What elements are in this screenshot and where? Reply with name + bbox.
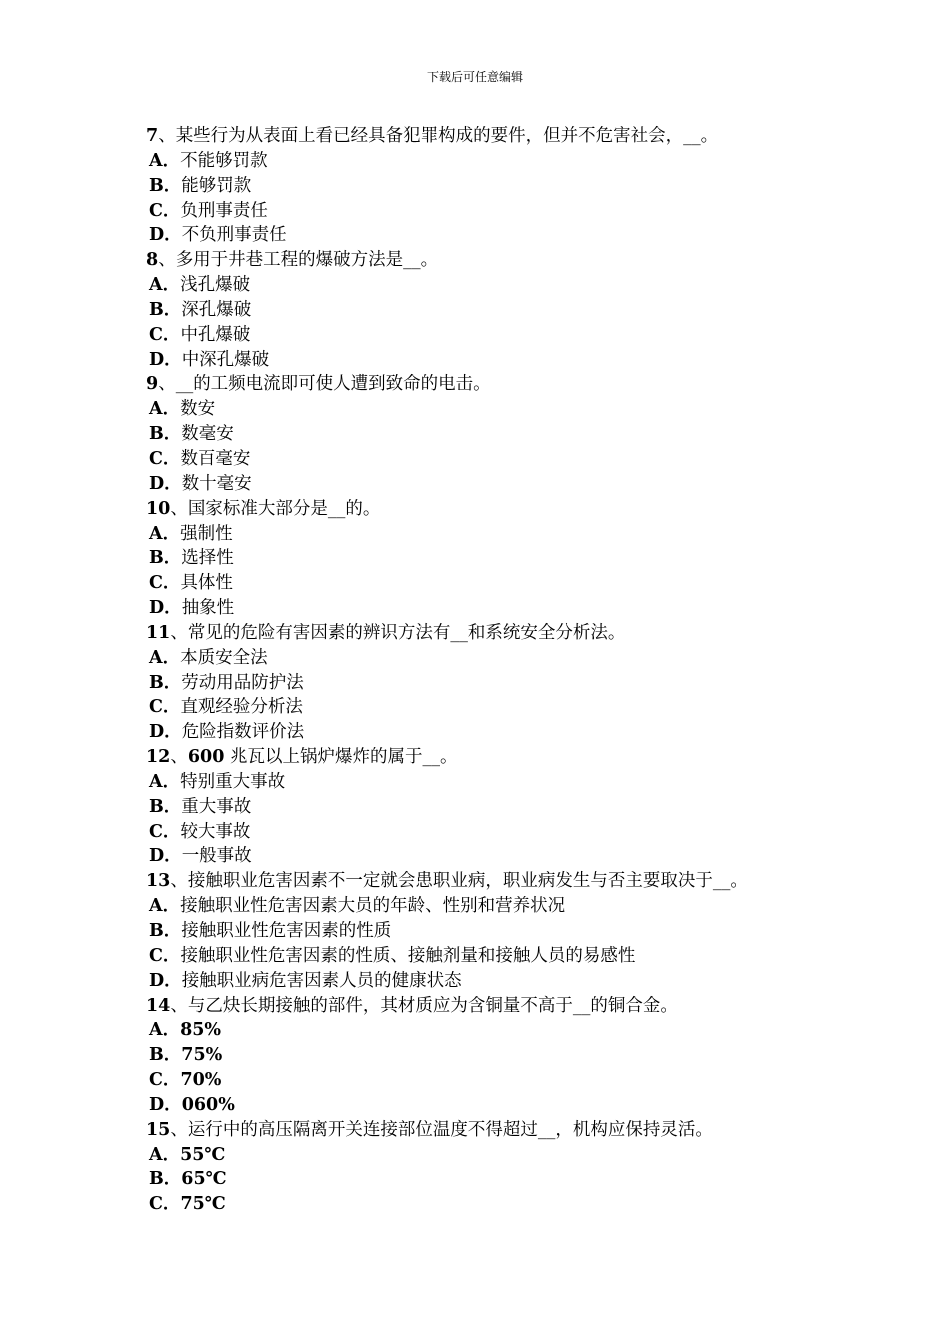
option-text: 重大事故: [181, 796, 252, 817]
option-letter: A．: [149, 399, 181, 420]
question-stem: [146, 124, 846, 149]
question-number: 13: [146, 871, 171, 892]
option-text: 数百毫安: [180, 448, 251, 469]
option-letter: B．: [149, 796, 182, 817]
option-text: 75℃: [180, 1194, 226, 1215]
option-letter: D．: [149, 349, 182, 370]
answer-option: [146, 348, 846, 373]
answer-option: [146, 1068, 846, 1093]
option-text: 危险指数评价法: [181, 722, 305, 743]
option-letter: A．: [149, 647, 181, 668]
option-letter: A．: [149, 1144, 181, 1165]
answer-option: [146, 298, 846, 323]
question-stem: [146, 745, 846, 770]
option-text: 浅孔爆破: [180, 275, 251, 296]
header-text: 下载后可任意编辑: [426, 70, 523, 84]
question-number: 14: [146, 995, 171, 1016]
question-stem: [146, 621, 846, 646]
answer-option: [146, 571, 846, 596]
question-number: 12: [146, 747, 171, 768]
option-letter: A．: [149, 150, 181, 171]
question-number: 15: [146, 1119, 171, 1140]
question-separator: 、: [170, 871, 188, 892]
question-number: 11: [146, 622, 171, 643]
question-text: 常见的危险有害因素的辨识方法有__和系统安全分析法。: [187, 622, 626, 643]
option-text: 数安: [180, 399, 216, 420]
option-letter: C．: [149, 1070, 181, 1091]
option-text: 直观经验分析法: [180, 697, 303, 718]
option-text: 中孔爆破: [180, 324, 251, 345]
option-letter: A．: [149, 1020, 181, 1041]
option-letter: D．: [149, 846, 182, 867]
question-text: 国家标准大部分是__的。: [187, 498, 381, 519]
question-text-number: 600: [187, 747, 225, 768]
option-text: 接触职业性危害因素大员的年龄、性别和营养状况: [180, 896, 566, 917]
answer-option: [146, 695, 846, 720]
answer-option: [146, 1018, 846, 1043]
option-letter: D．: [149, 970, 182, 991]
option-letter: A．: [149, 896, 181, 917]
question-stem: [146, 248, 846, 273]
answer-option: [146, 596, 846, 621]
option-text: 不能够罚款: [180, 150, 268, 171]
answer-option: [146, 646, 846, 671]
option-text: 负刑事责任: [180, 200, 268, 221]
answer-option: [146, 174, 846, 199]
answer-option: [146, 422, 846, 447]
answer-option: [146, 919, 846, 944]
question-stem: [146, 372, 846, 397]
question-list: [146, 124, 846, 1217]
option-letter: B．: [149, 1045, 182, 1066]
option-text: 060%: [181, 1094, 235, 1115]
answer-option: [146, 894, 846, 919]
option-letter: D．: [149, 225, 182, 246]
option-text: 接触职业病危害因素人员的健康状态: [181, 970, 462, 991]
answer-option: [146, 944, 846, 969]
answer-option: [146, 969, 846, 994]
option-letter: C．: [149, 821, 181, 842]
question-separator: 、: [158, 126, 176, 146]
option-letter: B．: [149, 1169, 182, 1190]
question-stem: [146, 994, 846, 1019]
question-text: 某些行为从表面上看已经具备犯罪构成的要件，但并不危害社会，__。: [175, 126, 719, 146]
question-stem: [146, 1118, 846, 1143]
question-text: 兆瓦以上锅炉爆炸的属于__。: [224, 747, 458, 768]
answer-option: [146, 472, 846, 497]
option-text: 不负刑事责任: [181, 225, 287, 246]
question-text: 多用于井巷工程的爆破方法是__。: [175, 250, 439, 271]
answer-option: [146, 323, 846, 348]
option-letter: C．: [149, 448, 181, 469]
question-text: __的工频电流即可使人遭到致命的电击。: [175, 374, 491, 395]
option-text: 数毫安: [181, 424, 234, 445]
question-stem: [146, 497, 846, 522]
question-separator: 、: [170, 1119, 188, 1140]
option-text: 具体性: [180, 573, 233, 594]
option-text: 抽象性: [181, 598, 235, 619]
option-letter: B．: [149, 424, 182, 445]
page-header: [0, 68, 950, 85]
answer-option: [146, 223, 846, 248]
option-text: 一般事故: [181, 846, 252, 867]
option-text: 85%: [180, 1020, 222, 1041]
option-text: 接触职业性危害因素的性质: [181, 921, 392, 941]
answer-option: [146, 397, 846, 422]
option-letter: B．: [149, 548, 182, 569]
question-number: 8: [146, 250, 159, 271]
option-text: 选择性: [181, 548, 234, 569]
question-separator: 、: [170, 498, 188, 519]
answer-option: [146, 770, 846, 795]
question-text: 接触职业危害因素不一定就会患职业病，职业病发生与否主要取决于__。: [187, 871, 748, 892]
answer-option: [146, 720, 846, 745]
answer-option: [146, 795, 846, 820]
option-letter: D．: [149, 598, 182, 619]
option-letter: D．: [149, 473, 182, 494]
answer-option: [146, 844, 846, 869]
option-text: 70%: [180, 1070, 222, 1091]
answer-option: [146, 1192, 846, 1217]
option-letter: C．: [149, 200, 181, 221]
question-number: 10: [146, 498, 171, 519]
option-text: 中深孔爆破: [181, 349, 270, 370]
option-letter: A．: [149, 523, 181, 544]
answer-option: [146, 199, 846, 224]
answer-option: [146, 671, 846, 696]
option-letter: C．: [149, 697, 181, 718]
option-text: 数十毫安: [181, 473, 252, 494]
option-text: 65℃: [181, 1169, 227, 1190]
answer-option: [146, 1093, 846, 1118]
answer-option: [146, 820, 846, 845]
question-stem: [146, 869, 846, 894]
option-letter: D．: [149, 1094, 182, 1115]
option-letter: B．: [149, 175, 182, 196]
option-text: 能够罚款: [181, 175, 252, 196]
question-number: 9: [146, 374, 159, 395]
option-letter: B．: [149, 672, 182, 693]
question-separator: 、: [158, 250, 176, 271]
option-letter: C．: [149, 324, 181, 345]
question-separator: 、: [170, 747, 188, 768]
option-letter: C．: [149, 945, 181, 966]
option-text: 强制性: [180, 523, 233, 544]
option-text: 特别重大事故: [180, 771, 286, 792]
option-text: 深孔爆破: [181, 299, 252, 320]
question-text: 运行中的高压隔离开关连接部位温度不得超过__，机构应保持灵活。: [187, 1119, 713, 1140]
option-letter: A．: [149, 275, 181, 296]
option-text: 劳动用品防护法: [181, 672, 304, 693]
question-separator: 、: [170, 995, 188, 1016]
answer-option: [146, 1043, 846, 1068]
option-letter: B．: [149, 921, 182, 941]
question-separator: 、: [158, 374, 176, 395]
question-number: 7: [146, 126, 159, 146]
question-text: 与乙炔长期接触的部件，其材质应为含铜量不高于__的铜合金。: [187, 995, 678, 1016]
option-text: 接触职业性危害因素的性质、接触剂量和接触人员的易感性: [180, 945, 636, 966]
answer-option: [146, 273, 846, 298]
answer-option: [146, 522, 846, 547]
option-text: 55℃: [180, 1144, 226, 1165]
answer-option: [146, 546, 846, 571]
option-letter: C．: [149, 573, 181, 594]
answer-option: [146, 1167, 846, 1192]
option-letter: D．: [149, 722, 182, 743]
answer-option: [146, 447, 846, 472]
question-separator: 、: [170, 622, 188, 643]
option-letter: A．: [149, 771, 181, 792]
option-letter: B．: [149, 299, 182, 320]
option-text: 75%: [181, 1045, 223, 1066]
answer-option: [146, 149, 846, 174]
option-text: 本质安全法: [180, 647, 268, 668]
option-letter: C．: [149, 1194, 181, 1215]
answer-option: [146, 1143, 846, 1168]
option-text: 较大事故: [180, 821, 251, 842]
